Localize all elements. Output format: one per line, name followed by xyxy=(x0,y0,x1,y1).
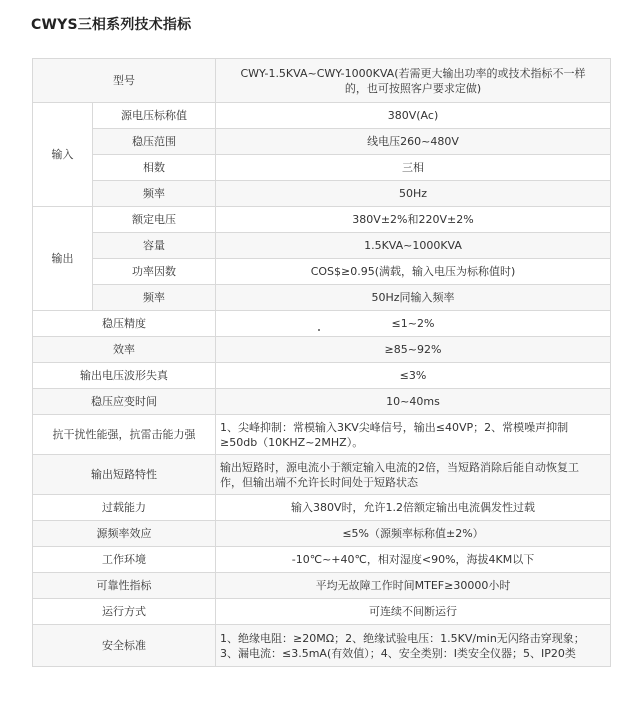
row-label: 可靠性指标 xyxy=(33,573,216,599)
table-row xyxy=(33,389,611,415)
table-row xyxy=(33,337,611,363)
row-label: 频率 xyxy=(93,181,216,207)
row-value: 输入380V时，允许1.2倍额定输出电流偶发性过载 xyxy=(216,495,611,521)
row-value: 三相 xyxy=(216,155,611,181)
row-label: 过载能力 xyxy=(33,495,216,521)
row-value: 可连续不间断运行 xyxy=(216,599,611,625)
table-row xyxy=(33,103,611,129)
table-row-model xyxy=(33,59,611,103)
row-label: 功率因数 xyxy=(93,259,216,285)
page-title: CWYS三相系列技术指标 xyxy=(31,17,192,33)
row-label: 安全标准 xyxy=(33,625,216,667)
row-label: 输出短路特性 xyxy=(33,455,216,495)
row-label: 容量 xyxy=(93,233,216,259)
row-value: COS$≥0.95(满载，输入电压为标称值时) xyxy=(216,259,611,285)
table-row xyxy=(33,625,611,667)
safety-value xyxy=(216,625,611,667)
table-row xyxy=(33,155,611,181)
table-row xyxy=(33,129,611,155)
short-circuit-line1: 输出短路时，源电流小于额定输入电流的2倍，当短路消除后能自动恢复工 xyxy=(220,460,579,474)
row-label: 额定电压 xyxy=(93,207,216,233)
row-value: ≤5%（源频率标称值±2%） xyxy=(216,521,611,547)
short-circuit-line2: 作，但输出端不允许长时间处于短路状态 xyxy=(220,475,418,489)
row-value: 50Hz同输入频率 xyxy=(216,285,611,311)
row-label: 稳压应变时间 xyxy=(33,389,216,415)
row-label: 源频率效应 xyxy=(33,521,216,547)
model-value xyxy=(216,59,611,103)
row-value: 1.5KVA~1000KVA xyxy=(216,233,611,259)
row-label: 抗干扰性能强，抗雷击能力强 xyxy=(33,415,216,455)
row-label: 稳压范围 xyxy=(93,129,216,155)
table-row xyxy=(33,285,611,311)
table-row xyxy=(33,573,611,599)
table-row xyxy=(33,233,611,259)
row-label: 效率 xyxy=(33,337,216,363)
model-value-line1: CWY-1.5KVA~CWY-1000KVA(若需更大输出功率的或技术指标不一样 xyxy=(240,66,586,80)
row-label: 频率 xyxy=(93,285,216,311)
table-row xyxy=(33,495,611,521)
table-row xyxy=(33,363,611,389)
row-value: 380V±2%和220V±2% xyxy=(216,207,611,233)
stray-dot-mark xyxy=(318,329,320,331)
short-circuit-value xyxy=(216,455,611,495)
row-label: 工作环境 xyxy=(33,547,216,573)
row-label: 相数 xyxy=(93,155,216,181)
anti-interference-line1: 1、尖峰抑制：常模输入3KV尖峰信号，输出≤40VP；2、常模噪声抑制 xyxy=(220,420,569,434)
row-value: 线电压260~480V xyxy=(216,129,611,155)
table-row xyxy=(33,259,611,285)
row-label: 输出电压波形失真 xyxy=(33,363,216,389)
table-row xyxy=(33,455,611,495)
row-value: 平均无故障工作时间MTEF≥30000小时 xyxy=(216,573,611,599)
table-row xyxy=(33,415,611,455)
safety-line2: 3、漏电流：≤3.5mA(有效值）；4、安全类别：Ⅰ类安全仪器；5、IP20类 xyxy=(220,646,576,660)
row-value: ≤3% xyxy=(216,363,611,389)
row-label: 运行方式 xyxy=(33,599,216,625)
row-value: ≤1~2% xyxy=(216,311,611,337)
model-value-line2: 的，也可按照客户要求定做) xyxy=(344,81,482,95)
table-row xyxy=(33,311,611,337)
table-row xyxy=(33,521,611,547)
model-label: 型号 xyxy=(33,59,216,103)
row-value: ≥85~92% xyxy=(216,337,611,363)
input-group-label: 输入 xyxy=(33,103,93,207)
anti-interference-line2: ≥50db（10KHZ~2MHZ）。 xyxy=(220,435,364,449)
table-row xyxy=(33,181,611,207)
row-value: -10℃~+40℃，相对湿度<90%，海拔4KM以下 xyxy=(216,547,611,573)
table-row xyxy=(33,547,611,573)
anti-interference-value xyxy=(216,415,611,455)
row-value: 10~40ms xyxy=(216,389,611,415)
row-value: 50Hz xyxy=(216,181,611,207)
spec-table xyxy=(32,58,611,667)
table-row xyxy=(33,599,611,625)
output-group-label: 输出 xyxy=(33,207,93,311)
row-value: 380V(Ac) xyxy=(216,103,611,129)
row-label: 稳压精度 xyxy=(33,311,216,337)
safety-line1: 1、绝缘电阻：≥20MΩ；2、绝缘试验电压：1.5KV/min无闪络击穿现象； xyxy=(220,631,585,645)
table-row xyxy=(33,207,611,233)
row-label: 源电压标称值 xyxy=(93,103,216,129)
